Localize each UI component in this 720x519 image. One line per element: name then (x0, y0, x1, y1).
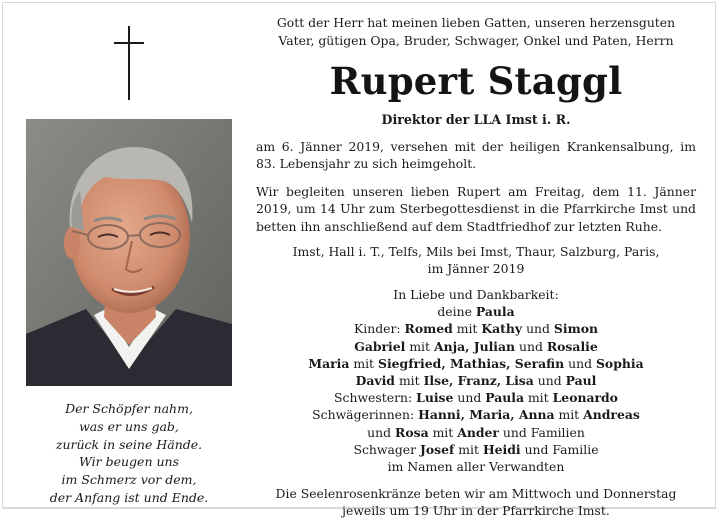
children-line: Gabriel mit Anja, Julian und Rosalie (354, 338, 598, 354)
funeral-info (256, 183, 696, 235)
poem-line: Der Schöpfer nahm, (65, 401, 193, 416)
death-notice-line: 83. Lebensjahr zu sich heimgeholt. (256, 156, 477, 172)
deceased-name: Rupert Staggl (329, 59, 623, 103)
place-line: Imst, Hall i. T., Telfs, Mils bei Imst, Thaur, Salzburg, Paris, (292, 244, 660, 260)
poem-line: Wir beugen uns (79, 454, 179, 470)
funeral-line: 2019, um 14 Uhr zum Sterbegottesdienst in die Pfarrkirche Imst und (256, 201, 696, 217)
poem (26, 400, 232, 507)
sisters-in-law-line: Schwägerinnen: Hanni, Maria, Anna mit Andreas (312, 407, 640, 423)
poem-line: zurück in seine Hände. (55, 436, 203, 452)
brother-in-law-line: Schwager Josef mit Heidi und Familie (353, 441, 599, 457)
relatives-line: im Namen aller Verwandten (387, 459, 565, 475)
children-line: Kinder: Romed mit Kathy und Simon (354, 321, 598, 337)
death-notice-line: am 6. Jänner 2019, versehen mit der heiligen Krankensalbung, im (256, 139, 696, 154)
funeral-line: betten ihn anschließend auf dem Stadtfriedhof zur letzten Ruhe. (256, 218, 662, 234)
notice-text (256, 14, 696, 519)
rosary-info (256, 485, 696, 519)
cross-icon (114, 26, 144, 100)
intro-line: Vater, gütigen Opa, Bruder, Schwager, Onkel und Paten, Herrn (278, 33, 674, 48)
intro (256, 14, 696, 50)
rosary-line: jeweils um 19 Uhr in der Pfarrkirche Imst. (342, 503, 610, 519)
poem-line: im Schmerz vor dem, (61, 472, 197, 488)
poem-line: der Anfang ist und Ende. (49, 489, 209, 505)
poem-line: was er uns gab, (79, 418, 179, 434)
rosary-line: Die Seelenrosenkränze beten wir am Mittwoch und Donnerstag (275, 486, 677, 502)
death-notice (256, 138, 696, 173)
place-date (256, 243, 696, 277)
intro-line: Gott der Herr hat meinen lieben Gatten, unseren herzensguten (276, 15, 676, 30)
sisters-line: Schwestern: Luise und Paula mit Leonardo (334, 390, 618, 406)
wife-line: deine Paula (437, 304, 515, 320)
portrait-photo (26, 119, 232, 386)
gratitude-line: In Liebe und Dankbarkeit: (393, 287, 559, 303)
deceased-position: Direktor der LLA Imst i. R. (381, 112, 571, 127)
date-line: im Jänner 2019 (427, 261, 525, 277)
children-line: Maria mit Siegfried, Mathias, Serafin und Sophia (308, 355, 644, 371)
children-line: David mit Ilse, Franz, Lisa und Paul (355, 373, 597, 389)
sisters-in-law-line: und Rosa mit Ander und Familien (367, 424, 585, 440)
funeral-line: Wir begleiten unseren lieben Rupert am Freitag, dem 11. Jänner (256, 183, 696, 199)
family-list (256, 286, 696, 475)
